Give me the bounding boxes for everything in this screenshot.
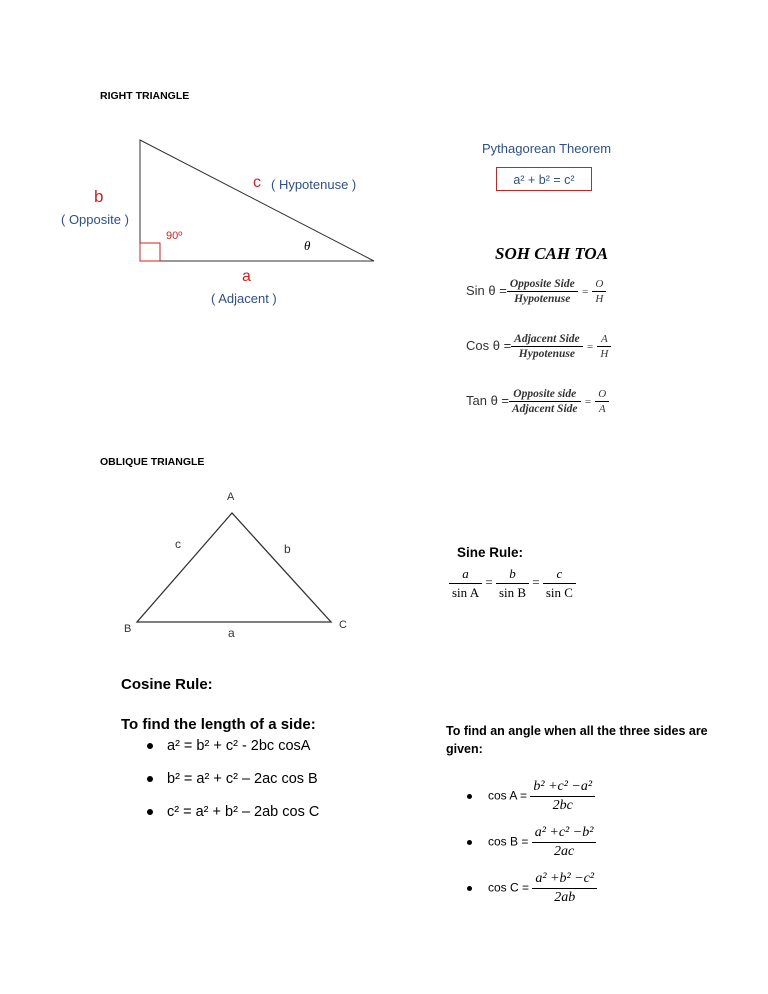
angle-formula-b-num: a² +c² −b² [532,825,597,843]
angle-subtitle-line2: given: [446,742,483,756]
cos-formula [466,333,611,360]
tan-ratio-den: A [598,403,606,415]
tan-label: Tan θ = [466,392,510,408]
bullet-icon [147,743,153,749]
sin-formula [466,278,606,305]
angle-formula-c-den: 2ab [554,890,576,905]
right-triangle-shape [140,140,374,261]
sine-rule-eq1: = [485,574,493,590]
label-hypotenuse: ( Hypotenuse ) [271,177,357,192]
label-adjacent: ( Adjacent ) [211,291,277,306]
label-b: b [94,187,104,206]
oblique-triangle-heading: OBLIQUE TRIANGLE [100,456,205,468]
angle-formula-a-den: 2bc [552,798,573,813]
angle-formula-c [467,871,597,906]
vertex-b: B [124,623,132,635]
sine-rule-eq2: = [532,574,540,590]
angle-formula-a [467,779,595,814]
soh-cah-toa-title: SOH CAH TOA [495,244,609,263]
vertex-a: A [227,491,235,503]
sin-equals: = [581,285,589,298]
sine-rule-formula [449,566,576,601]
label-90-degrees: 90º [166,230,183,242]
side-formula-c-text: c² = a² + b² – 2ab cos C [167,804,320,820]
side-formula-a [147,738,310,754]
bullet-icon [467,840,472,845]
side-formula-b [147,771,318,787]
side-c-label: c [175,537,181,551]
angle-formula-b-lhs: cos B = [488,834,529,849]
angle-formula-c-num: a² +b² −c² [532,871,597,889]
cosine-rule-title: Cosine Rule: [121,676,213,693]
bullet-icon [467,794,472,799]
right-angle-marker [140,243,160,261]
sine-rule-n2: b [496,566,529,584]
vertex-c: C [339,619,347,631]
pythagorean-formula-box: a² + b² = c² [496,167,592,191]
sin-denominator: Hypotenuse [514,293,571,305]
side-a-label: a [228,626,235,640]
sine-rule-d2: sin B [498,585,527,600]
side-b-label: b [284,542,291,556]
cos-label: Cos θ = [466,337,512,353]
side-subtitle: To find the length of a side: [121,716,316,733]
tan-ratio-num: O [595,388,609,402]
sine-rule-n1: a [449,566,482,584]
tan-formula [466,388,609,415]
cos-numerator: Adjacent Side [511,333,583,347]
sine-rule-n3: c [543,566,576,584]
angle-formula-b [467,825,596,860]
label-opposite: ( Opposite ) [61,212,129,227]
bullet-icon [147,776,153,782]
bullet-icon [467,886,472,891]
cos-denominator: Hypotenuse [518,348,576,360]
sin-ratio-den: H [595,293,604,305]
sine-rule-d1: sin A [452,585,480,600]
sin-ratio-num: O [592,278,606,292]
right-triangle-heading: RIGHT TRIANGLE [100,90,190,102]
sin-label: Sin θ = [466,282,507,298]
tan-numerator: Opposite side [509,388,581,402]
side-formula-b-text: b² = a² + c² – 2ac cos B [167,771,318,787]
side-formula-a-text: a² = b² + c² - 2bc cosA [167,738,311,754]
label-c: c [253,174,261,191]
tan-equals: = [584,395,592,408]
sine-rule-d3: sin C [545,585,573,600]
angle-formula-c-lhs: cos C = [488,880,530,895]
sin-numerator: Opposite Side [507,278,578,292]
label-a: a [242,268,251,285]
cos-ratio-num: A [597,333,611,347]
oblique-triangle-shape [137,513,331,622]
cos-ratio-den: H [600,348,609,360]
tan-denominator: Adjacent Side [512,403,578,415]
side-formula-c [147,804,319,820]
pythagorean-title: Pythagorean Theorem [482,141,612,156]
bullet-icon [147,809,153,815]
label-theta: θ [304,238,311,253]
angle-formula-a-lhs: cos A = [488,788,528,803]
angle-formula-b-den: 2ac [553,844,575,859]
cos-equals: = [586,340,594,353]
angle-subtitle-line1: To find an angle when all the three sides are [446,724,708,738]
sine-rule-title: Sine Rule: [457,545,524,560]
angle-formula-a-num: b² +c² −a² [530,779,595,797]
